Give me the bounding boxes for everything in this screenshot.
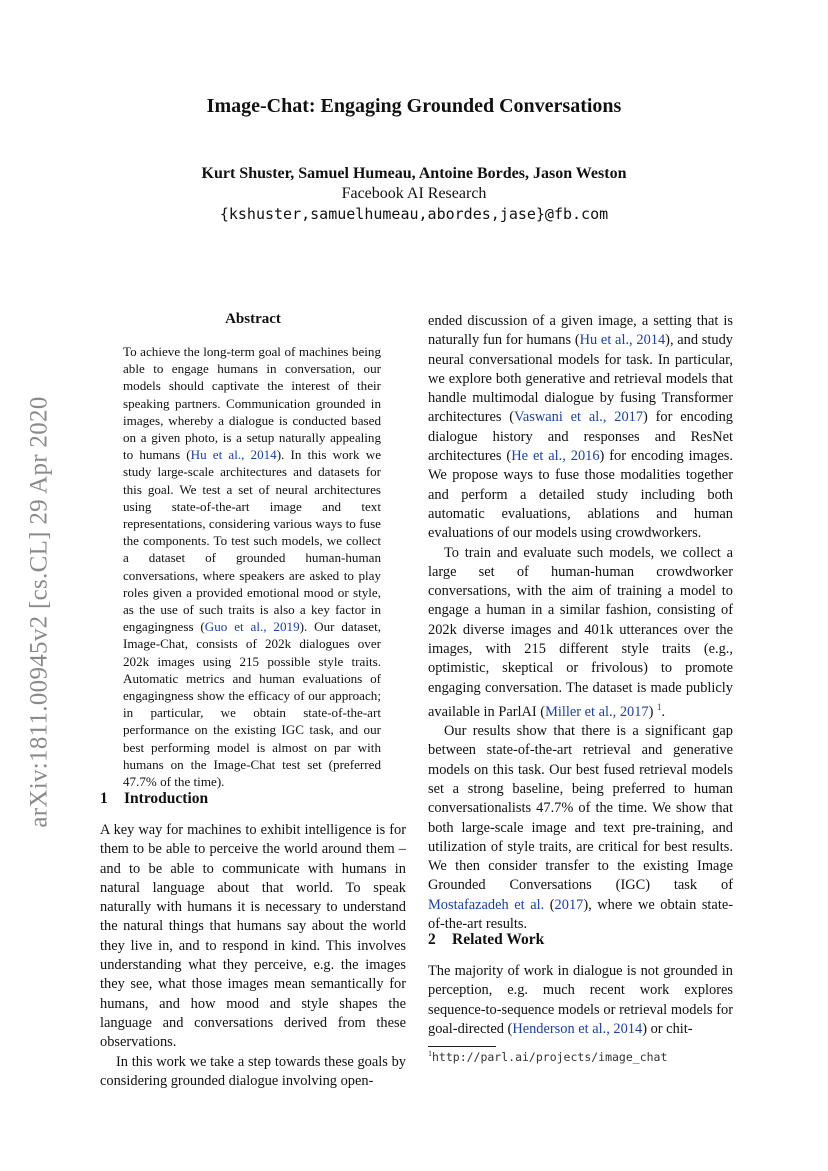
section-heading-introduction <box>100 790 208 808</box>
introduction-body <box>100 821 406 1091</box>
citation-link[interactable]: Vaswani et al., 2017 <box>514 409 644 426</box>
text-part: ended discussion of a given image, a setting that is naturally fun for humans ( <box>428 313 733 349</box>
text-part: ), where we obtain state-of-the-art results. <box>428 896 733 932</box>
arxiv-identifier-text: arXiv:1811.00945v2 [cs.CL] 29 Apr 2020 <box>26 396 54 828</box>
section-heading-related-work <box>428 931 544 949</box>
citation-link[interactable]: Hu et al., 2014 <box>190 447 277 463</box>
abstract-text <box>123 343 381 790</box>
paragraph <box>428 544 733 722</box>
paper-title: Image-Chat: Engaging Grounded Conversations <box>206 95 622 117</box>
citation-link[interactable]: Mostafazadeh et al. <box>428 896 545 913</box>
text-part: ), and study neural conversational models for task. In particular, we explore both generative and retrieval models that handle multimodal dialogue by fusing Transformer architectures ( <box>428 332 733 426</box>
section-title: Related Work <box>452 931 545 948</box>
affiliation: Facebook AI Research <box>341 185 487 202</box>
author-emails: {kshuster,samuelhumeau,abordes,jase}@fb.com <box>219 205 609 223</box>
section-number: 2 <box>428 931 436 948</box>
text-part: ( <box>544 896 555 913</box>
footnote-mark: 1 <box>428 1049 432 1058</box>
abstract-text-part: ). Our dataset, Image-Chat, consists of 202k dialogues over 202k images using 215 possible style traits. Automatic metrics and human evaluations of engagingness show the efficacy of our approach; in particular, we obtain state-of-the-art performance on the existing IGC task, and our best performing model is almost on par with humans on the Image-Chat test set (preferred 47.7% of the time). <box>123 619 382 790</box>
citation-link[interactable]: Miller et al., 2017 <box>545 703 649 720</box>
citation-link[interactable]: Henderson et al., 2014 <box>512 1020 643 1037</box>
text-part: ) <box>648 703 657 720</box>
citation-link[interactable]: 2017 <box>554 896 584 913</box>
footnote-url[interactable]: http://parl.ai/projects/image_chat <box>432 1049 668 1064</box>
citation-link[interactable]: He et al., 2016 <box>511 448 600 465</box>
text-part: ) for encoding dialogue history and responses and ResNet architectures ( <box>428 409 733 465</box>
paragraph <box>428 312 733 544</box>
citation-link[interactable]: Guo et al., 2019 <box>204 619 300 635</box>
text-part: ) for encoding images. We propose ways to fuse those modalities together and perform a detailed study including both automatic evaluations, ablations and human evaluations of our models using crowdworkers. <box>428 448 733 542</box>
arxiv-identifier-stamp <box>24 362 56 862</box>
paragraph: A key way for machines to exhibit intelligence is for them to be able to perceive the world around them – and to be able to communicate with humans in natural language about that world. To speak naturally with humans it is necessary to understand the natural things that humans say about the world they live in, and to respond in kind. This involves understanding what they perceive, e.g. the images they see, what those images mean semantically for humans, and how mood and style shapes the language and conversations derived from these observations. <box>100 822 406 1051</box>
text-part: The majority of work in dialogue is not grounded in perception, e.g. much recent work explores sequence-to-sequence models or retrieval models for goal-directed ( <box>428 963 733 1037</box>
author-list: Kurt Shuster, Samuel Humeau, Antoine Bordes, Jason Weston <box>201 165 627 182</box>
text-part: To train and evaluate such models, we collect a large set of human-human crowdworker conversations, with the aim of training a model to engage a human in a similar fashion, consisting of 202k diverse images and 401k utterances over the images, with 215 different style traits (e.g., optimistic, skeptical or frivolous) to promote engaging conversation. The dataset is made publicly available in ParlAI ( <box>428 544 733 720</box>
paragraph <box>428 722 733 934</box>
abstract-text-part: To achieve the long-term goal of machines being able to engage humans in conversation, our models should captivate the interest of their speaking partners. Communication grounded in images, whereby a dialogue is conducted based on a given photo, is a setup naturally appealing to humans ( <box>123 344 381 463</box>
paragraph: In this work we take a step towards these goals by considering grounded dialogue involving open- <box>100 1053 406 1089</box>
footnote-divider <box>428 1046 496 1047</box>
related-work-body <box>428 962 733 1039</box>
text-part: . <box>661 703 666 720</box>
text-part: Our results show that there is a significant gap between state-of-the-art retrieval and generative models on this task. Our best fused retrieval models set a strong baseline, being preferred to human conversationalists 47.7% of the time. We show that both large-scale image and text pre-training, and utilization of style traits, are critical for best results. We then consider transfer to the existing Image Grounded Conversations (IGC) task of <box>428 723 733 894</box>
footnote <box>428 1049 667 1064</box>
section-title: Introduction <box>124 790 209 807</box>
section-number: 1 <box>100 790 108 807</box>
paragraph <box>428 962 733 1039</box>
abstract-heading: Abstract <box>225 311 281 327</box>
footnote-marker[interactable]: 1 <box>657 701 662 712</box>
right-column-body <box>428 312 733 934</box>
abstract-text-part: ). In this work we study large-scale architectures and datasets for this goal. We test a set of neural architectures using state-of-the-art image and text representations, considering various ways to fuse the components. To test such models, we collect a dataset of grounded human-human conversations, where speakers are asked to play roles given a provided emotional mood or style, as the use of such traits is also a key factor in engagingness ( <box>123 447 382 635</box>
text-part: ) or chit- <box>642 1020 693 1037</box>
citation-link[interactable]: Hu et al., 2014 <box>579 332 666 349</box>
